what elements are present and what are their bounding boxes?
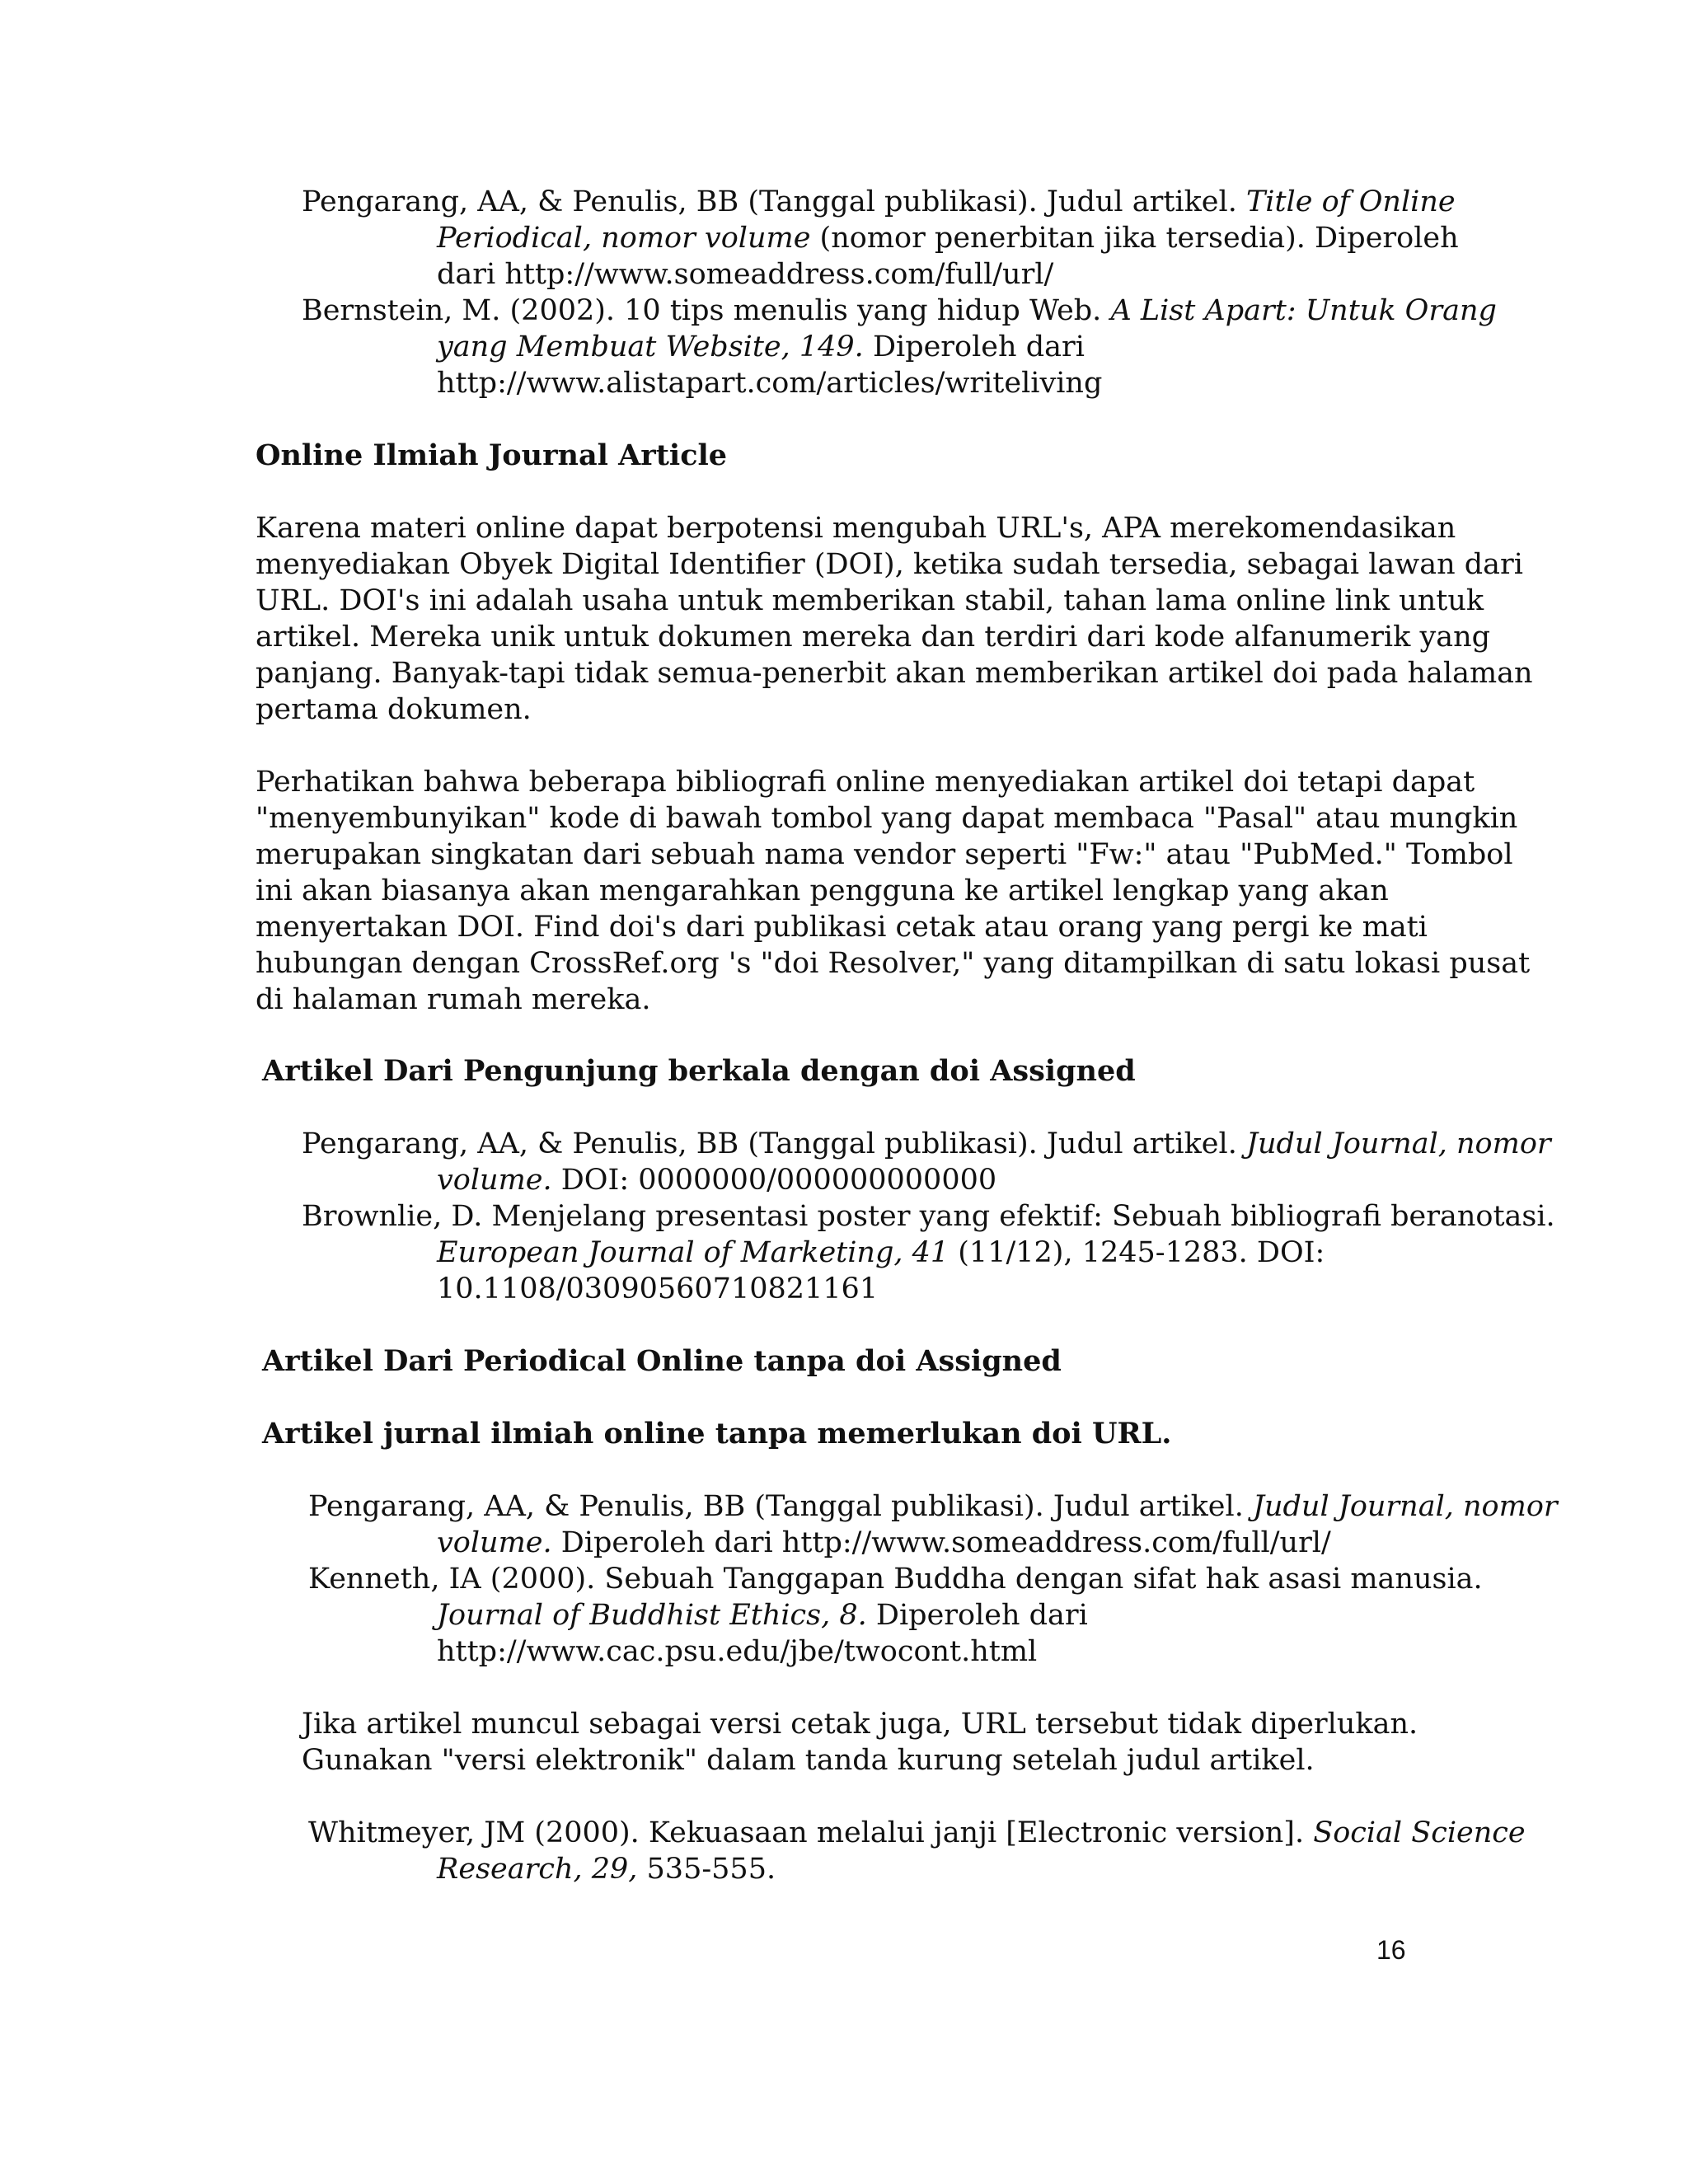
paragraph-line: panjang. Banyak-tapi tidak semua-penerbit akan memberikan artikel doi pada halaman	[256, 657, 1533, 690]
reference-example-line-3: 10.1108/03090560710821161	[437, 1272, 879, 1305]
paragraph-line: menyediakan Obyek Digital Identifier (DOI), ketika sudah tersedia, sebagai lawan dari	[256, 548, 1523, 581]
paragraph-line: hubungan dengan CrossRef.org 's "doi Resolver," yang ditampilkan di satu lokasi pusat	[256, 947, 1531, 980]
paragraph-line: ini akan biasanya akan mengarahkan pengguna ke artikel lengkap yang akan	[256, 874, 1389, 907]
section-heading-without-doi: Artikel Dari Periodical Online tanpa doi Assigned	[262, 1344, 1062, 1378]
reference-example-line-1: Whitmeyer, JM (2000). Kekuasaan melalui janji [Electronic version]. Social Science	[308, 1816, 1526, 1849]
reference-example-line-1: Kenneth, IA (2000). Sebuah Tanggapan Buddha dengan sifat hak asasi manusia.	[308, 1563, 1483, 1596]
reference-example-line-3: http://www.alistapart.com/articles/writeliving	[437, 367, 1103, 400]
paragraph-line: artikel. Mereka unik untuk dokumen mereka dan terdiri dari kode alfanumerik yang	[256, 621, 1491, 654]
reference-template-line-1: Pengarang, AA, & Penulis, BB (Tanggal publikasi). Judul artikel. Title of Online	[302, 185, 1456, 218]
reference-block-without-doi	[308, 1488, 1558, 1670]
reference-template-line-3: dari http://www.someaddress.com/full/url/	[437, 258, 1054, 291]
paragraph-line: di halaman rumah mereka.	[256, 983, 651, 1016]
section-heading-no-doi-url: Artikel jurnal ilmiah online tanpa memerlukan doi URL.	[262, 1417, 1172, 1451]
paragraph-line: Gunakan "versi elektronik" dalam tanda kurung setelah judul artikel.	[302, 1744, 1315, 1777]
paragraph-line: URL. DOI's ini adalah usaha untuk memberikan stabil, tahan lama online link untuk	[256, 584, 1484, 617]
reference-example-line-1: Brownlie, D. Menjelang presentasi poster yang efektif: Sebuah bibliografi beranotasi.	[302, 1200, 1555, 1233]
reference-example-line-2: Journal of Buddhist Ethics, 8. Diperoleh dari	[437, 1599, 1088, 1632]
page-number: 16	[1376, 1935, 1406, 1965]
paragraph-line: Jika artikel muncul sebagai versi cetak juga, URL tersebut tidak diperlukan.	[302, 1708, 1418, 1741]
section-heading-online-journal: Online Ilmiah Journal Article	[256, 438, 728, 472]
paragraph-doi	[256, 510, 1533, 728]
reference-template-line-2: volume. DOI: 0000000/000000000000	[437, 1164, 997, 1197]
paragraph-line: Perhatikan bahwa beberapa bibliografi online menyediakan artikel doi tetapi dapat	[256, 766, 1475, 799]
reference-example-line-2: Research, 29, 535-555.	[437, 1853, 776, 1886]
reference-block-online-periodical	[302, 184, 1497, 401]
paragraph-line: "menyembunyikan" kode di bawah tombol yang dapat membaca "Pasal" atau mungkin	[256, 802, 1518, 835]
reference-example-line-3: http://www.cac.psu.edu/jbe/twocont.html	[437, 1635, 1038, 1668]
reference-example-line-2: yang Membuat Website, 149. Diperoleh dari	[437, 330, 1085, 363]
paragraph-line: Karena materi online dapat berpotensi mengubah URL's, APA merekomendasikan	[256, 512, 1456, 545]
reference-template-line-2: Periodical, nomor volume (nomor penerbitan jika tersedia). Diperoleh	[437, 222, 1459, 255]
reference-template-line-1: Pengarang, AA, & Penulis, BB (Tanggal publikasi). Judul artikel. Judul Journal, nomor	[302, 1127, 1551, 1160]
reference-example-line-1: Bernstein, M. (2002). 10 tips menulis yang hidup Web. A List Apart: Untuk Orang	[302, 294, 1497, 327]
paragraph-line: merupakan singkatan dari sebuah nama vendor seperti "Fw:" atau "PubMed." Tombol	[256, 838, 1513, 871]
paragraph-note	[256, 764, 1530, 1018]
reference-block-electronic-version	[308, 1815, 1526, 1887]
paragraph-print-version	[302, 1706, 1418, 1779]
reference-block-with-doi	[302, 1126, 1555, 1307]
reference-example-line-2: European Journal of Marketing, 41 (11/12), 1245-1283. DOI:	[437, 1236, 1325, 1269]
paragraph-line: pertama dokumen.	[256, 693, 532, 726]
section-heading-with-doi: Artikel Dari Pengunjung berkala dengan doi Assigned	[262, 1054, 1136, 1088]
paragraph-line: menyertakan DOI. Find doi's dari publikasi cetak atau orang yang pergi ke mati	[256, 911, 1428, 944]
reference-template-line-1: Pengarang, AA, & Penulis, BB (Tanggal publikasi). Judul artikel. Judul Journal, nomor	[308, 1490, 1558, 1523]
reference-template-line-2: volume. Diperoleh dari http://www.someaddress.com/full/url/	[437, 1526, 1331, 1559]
